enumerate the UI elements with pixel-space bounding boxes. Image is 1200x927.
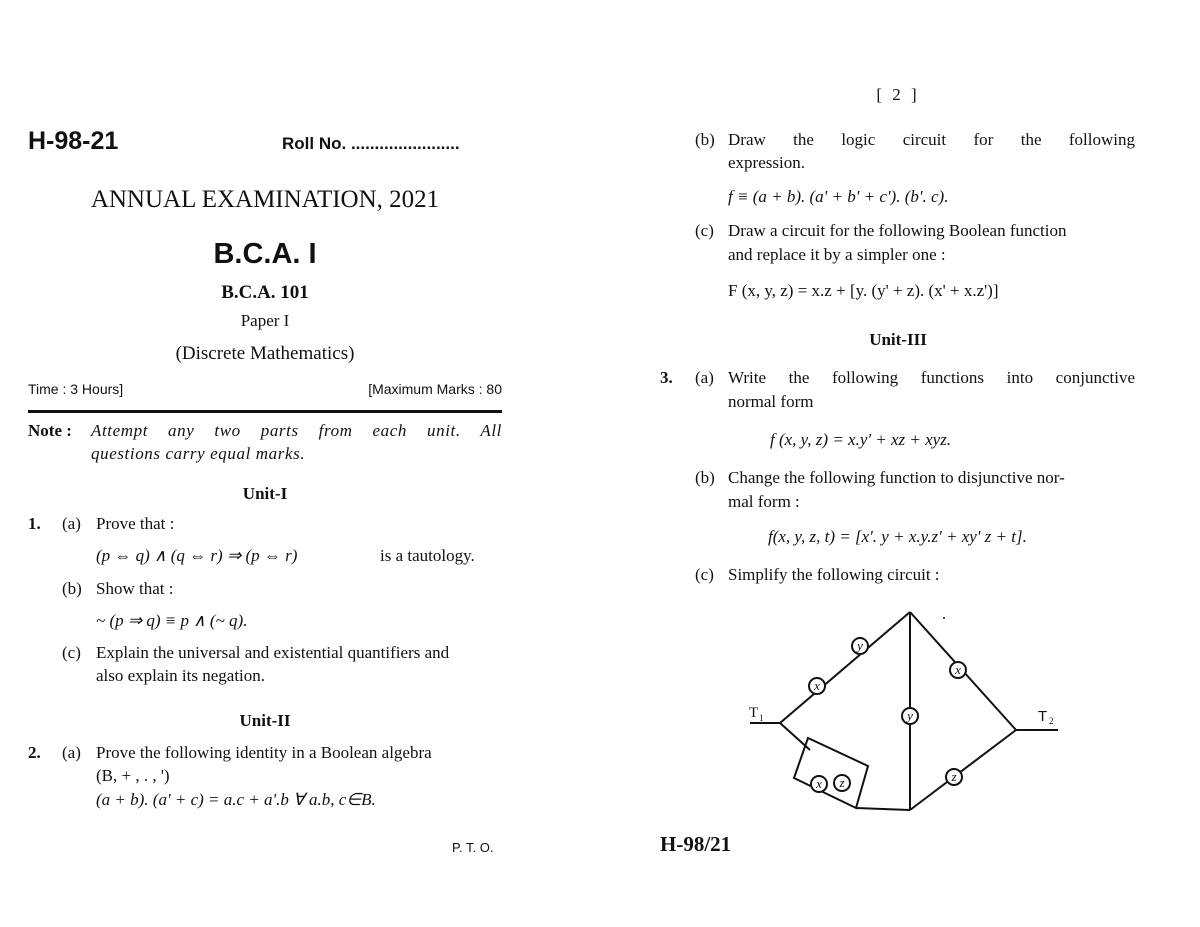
- time-allowed: Time : 3 Hours]: [28, 381, 124, 397]
- q1a-expression: (p ⇔ q) ∧ (q ⇔ r) ⇒ (p ⇔ r): [96, 546, 298, 565]
- roll-number-field: Roll No. .......................: [282, 134, 460, 153]
- q1a-text: Prove that :: [96, 514, 175, 533]
- note-line-2: questions carry equal marks.: [91, 444, 306, 463]
- maximum-marks: [Maximum Marks : 80: [368, 381, 502, 397]
- switch-label: x: [955, 662, 961, 677]
- q3c-label: (c): [695, 565, 714, 584]
- paper-number: Paper I: [240, 311, 290, 330]
- switch-label: x: [814, 678, 820, 693]
- q3a-line-1: Write the following functions into conjunctive: [728, 368, 1135, 387]
- q2b-expression: f ≡ (a + b). (a' + b' + c'). (b'. c).: [728, 187, 949, 206]
- q2a-line-1: Prove the following identity in a Boolean algebra: [96, 743, 432, 762]
- footer-paper-code: H-98/21: [660, 832, 732, 856]
- q1a-tail: is a tautology.: [380, 546, 475, 565]
- paper-code: H-98-21: [28, 127, 119, 155]
- q1b-expression: ~ (p ⇒ q) ≡ p ∧ (~ q).: [96, 611, 248, 630]
- q1c-line-2: also explain its negation.: [96, 666, 266, 685]
- q3c-text: Simplify the following circuit :: [728, 565, 940, 584]
- wire-lower-right: [910, 730, 1016, 810]
- wire-box-to-bottom: [856, 808, 910, 810]
- switch-label: x: [816, 776, 822, 791]
- q2b-line-2: expression.: [728, 153, 805, 172]
- note-line-1: Attempt any two parts from each unit. All: [91, 421, 502, 440]
- unit-3-heading: Unit-III: [869, 330, 927, 349]
- q2c-expression: F (x, y, z) = x.z + [y. (y' + z). (x' + x.z')]: [728, 281, 999, 300]
- exam-title: ANNUAL EXAMINATION, 2021: [90, 186, 440, 213]
- q3b-label: (b): [695, 468, 715, 487]
- q1c-label: (c): [62, 643, 81, 662]
- question-1-number: 1.: [28, 514, 41, 533]
- q3b-line-2: mal form :: [728, 492, 800, 511]
- switch-label: y: [907, 708, 913, 723]
- q1a-label: (a): [62, 514, 81, 533]
- q1c-line-1: Explain the universal and existential quantifiers and: [96, 643, 450, 662]
- course-code: B.C.A. 101: [221, 282, 309, 303]
- parallel-switch-box: [794, 738, 868, 808]
- stray-dot: [943, 617, 945, 619]
- q1b-text: Show that :: [96, 579, 174, 598]
- question-2-number: 2.: [28, 743, 41, 762]
- wire-upper-left: [780, 612, 910, 723]
- unit-2-heading: Unit-II: [239, 711, 291, 730]
- pto-marker: P. T. O.: [452, 840, 494, 855]
- q3b-line-1: Change the following function to disjunctive nor-: [728, 468, 1065, 487]
- q2c-line-1: Draw a circuit for the following Boolean function: [728, 221, 1067, 240]
- q3a-expression: f (x, y, z) = x.y' + xz + xyz.: [770, 430, 952, 449]
- q2b-line-1: Draw the logic circuit for the following: [728, 130, 1135, 149]
- terminal-t2-label: T: [1038, 708, 1048, 725]
- q2a-label: (a): [62, 743, 81, 762]
- q3b-expression: f(x, y, z, t) = [x'. y + x.y.z' + xy' z + t].: [768, 527, 1027, 546]
- q3a-label: (a): [695, 368, 714, 387]
- switch-label: y: [857, 638, 863, 653]
- q1b-label: (b): [62, 579, 82, 598]
- q2c-label: (c): [695, 221, 714, 240]
- unit-1-heading: Unit-I: [242, 484, 288, 503]
- q2b-label: (b): [695, 130, 715, 149]
- header-divider: [28, 410, 502, 413]
- switching-circuit-diagram: [740, 600, 1070, 815]
- page-number: [ 2 ]: [876, 85, 920, 104]
- terminal-t2-subscript: 2: [1049, 716, 1054, 726]
- note-label: Note :: [28, 421, 72, 440]
- q2c-line-2: and replace it by a simpler one :: [728, 245, 946, 264]
- q2a-line-3: (a + b). (a' + c) = a.c + a'.b ∀ a.b, c∈B.: [96, 790, 376, 809]
- switch-label: z: [839, 775, 845, 790]
- course-title: B.C.A. I: [213, 238, 317, 270]
- subject-title: (Discrete Mathematics): [175, 343, 355, 364]
- terminal-t1-label: T: [749, 705, 759, 721]
- switch-label: z: [951, 769, 957, 784]
- q2a-line-2: (B, + , . , '): [96, 766, 170, 785]
- terminal-t1-subscript: 1: [759, 713, 764, 723]
- q3a-line-2: normal form: [728, 392, 814, 411]
- question-3-number: 3.: [660, 368, 673, 387]
